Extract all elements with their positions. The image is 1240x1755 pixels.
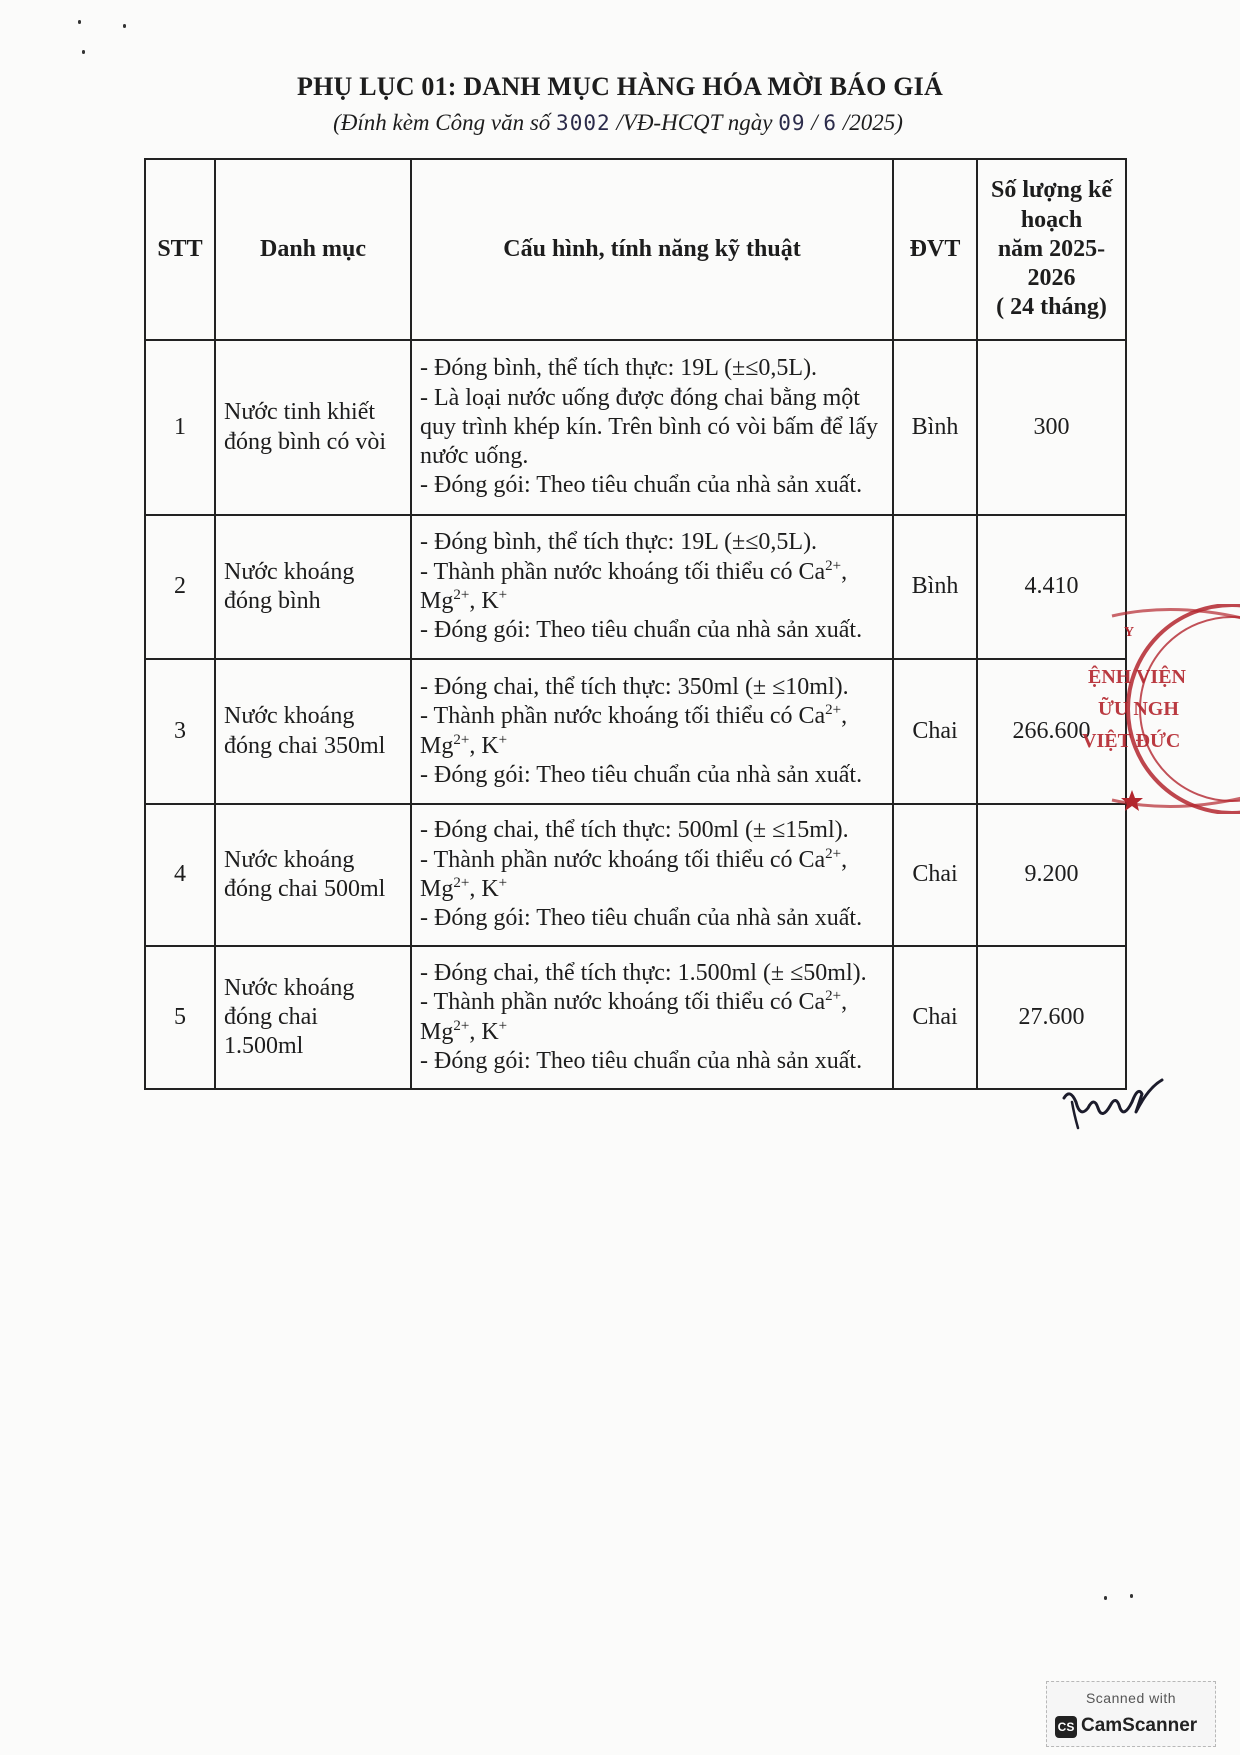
seal-star-icon (1121, 790, 1143, 811)
header-unit: ĐVT (893, 159, 977, 340)
seal-text-line2: ỮU NGH (1098, 698, 1179, 720)
row-unit: Chai (893, 946, 977, 1089)
handwritten-doc-number: 3002 (556, 111, 611, 135)
row-unit: Bình (893, 340, 977, 515)
seal-text-line3: VIỆT ĐỨC (1082, 730, 1181, 752)
goods-table (144, 158, 1127, 1090)
table-row (145, 804, 1126, 946)
handwritten-signature (1058, 1068, 1168, 1143)
row-unit: Bình (893, 515, 977, 659)
scan-speck (1130, 1594, 1133, 1598)
header-stt: STT (145, 159, 215, 340)
subtitle-mid: /VĐ-HCQT ngày (610, 110, 779, 135)
row-spec: - Đóng bình, thể tích thực: 19L (±≤0,5L). - Là loại nước uống được đóng chai bằng một quy trình khép kín. Trên bình có vòi bấm để lấy nước uống. - Đóng gói: Theo tiêu chuẩn của nhà sản xuất. (411, 340, 893, 515)
row-qty: 266.600 (977, 659, 1126, 804)
row-stt: 1 (145, 340, 215, 515)
scan-speck (82, 50, 85, 54)
table-row (145, 659, 1126, 804)
scan-speck (123, 24, 126, 28)
subtitle-suffix: /2025) (837, 110, 903, 135)
header-qty: Số lượng kế hoạch năm 2025- 2026 ( 24 tháng) (977, 159, 1126, 340)
row-stt: 3 (145, 659, 215, 804)
row-name: Nước tinh khiết đóng bình có vòi (215, 340, 411, 515)
table-row (145, 946, 1126, 1089)
camscanner-watermark (1046, 1681, 1216, 1747)
handwritten-month: 6 (823, 111, 838, 135)
camscanner-logo-icon: CS (1055, 1716, 1077, 1738)
seal-mark-icon: Y (1124, 625, 1135, 640)
row-spec: - Đóng chai, thể tích thực: 1.500ml (± ≤50ml). - Thành phần nước khoáng tối thiểu có $Ca^{2+}$, $Mg^{2+}$, K+ - Đóng gói: Theo tiêu chuẩn của nhà sản xuất. (411, 946, 893, 1089)
watermark-brand: CamScanner (1081, 1715, 1198, 1736)
row-unit: Chai (893, 659, 977, 804)
row-qty: 9.200 (977, 804, 1126, 946)
page-subtitle (88, 110, 1148, 136)
row-spec: - Đóng chai, thể tích thực: 500ml (± ≤15ml). - Thành phần nước khoáng tối thiểu có $Ca^{2+}$, $Mg^{2+}$, K+ - Đóng gói: Theo tiêu chuẩn của nhà sản xuất. (411, 804, 893, 946)
row-stt: 4 (145, 804, 215, 946)
header-spec: Cấu hình, tính năng kỹ thuật (411, 159, 893, 340)
row-spec: - Đóng bình, thể tích thực: 19L (±≤0,5L). - Thành phần nước khoáng tối thiểu có $Ca^{2+}$, $Mg^{2+}$, K+ - Đóng gói: Theo tiêu chuẩn của nhà sản xuất. (411, 515, 893, 659)
watermark-scanned-with: Scanned with (1085, 1690, 1177, 1706)
row-name: Nước khoáng đóng chai 500ml (215, 804, 411, 946)
handwritten-day: 09 (778, 111, 806, 135)
row-spec: - Đóng chai, thể tích thực: 350ml (± ≤10ml). - Thành phần nước khoáng tối thiểu có $Ca^{2+}$, $Mg^{2+}$, K+ - Đóng gói: Theo tiêu chuẩn của nhà sản xuất. (411, 659, 893, 804)
row-name: Nước khoáng đóng bình (215, 515, 411, 659)
table-header-row (145, 159, 1126, 340)
page-title: PHỤ LỤC 01: DANH MỤC HÀNG HÓA MỜI BÁO GIÁ (297, 72, 943, 101)
date-separator: / (805, 110, 824, 135)
red-seal-stamp (1082, 604, 1240, 814)
row-stt: 2 (145, 515, 215, 659)
header-name: Danh mục (215, 159, 411, 340)
table-row (145, 340, 1126, 515)
row-name: Nước khoáng đóng chai 350ml (215, 659, 411, 804)
row-stt: 5 (145, 946, 215, 1089)
scan-speck (1104, 1596, 1107, 1600)
row-name: Nước khoáng đóng chai 1.500ml (215, 946, 411, 1089)
row-qty: 300 (977, 340, 1126, 515)
subtitle-prefix: (Đính kèm Công văn số (333, 110, 557, 135)
row-qty: 4.410 (977, 515, 1126, 659)
row-qty: 27.600 (977, 946, 1126, 1089)
scan-speck (78, 20, 81, 24)
row-unit: Chai (893, 804, 977, 946)
table-row (145, 515, 1126, 659)
seal-text-line1: ỆNH VIỆN (1088, 666, 1186, 688)
